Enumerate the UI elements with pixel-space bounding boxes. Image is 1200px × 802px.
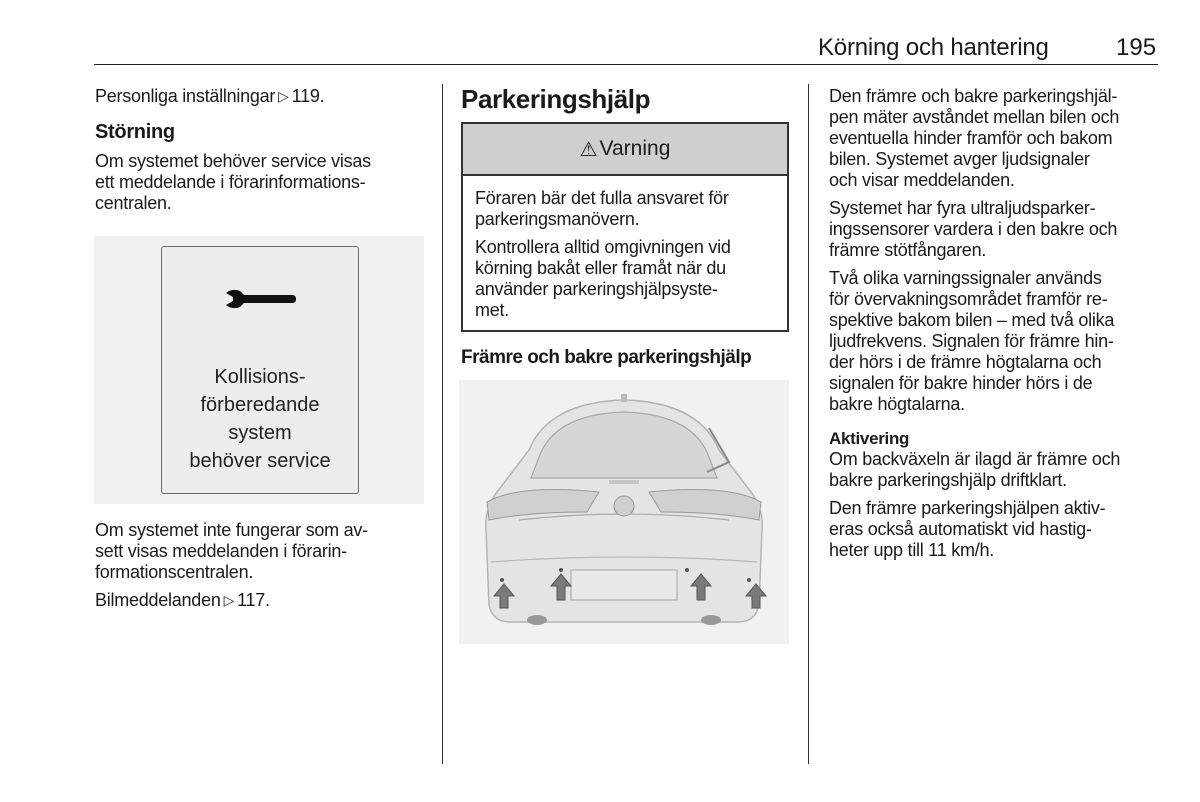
page-number: 195 (1116, 34, 1157, 61)
page-reference-arrow-icon: ▷ (278, 88, 289, 104)
column-1-lower (95, 520, 420, 611)
warning-header (463, 124, 787, 176)
column-2 (461, 84, 791, 114)
warning-triangle-icon: ⚠ (579, 138, 598, 161)
page-reference-arrow-icon: ▷ (223, 592, 235, 608)
column-3 (829, 86, 1159, 561)
display-message: Kollisions- förberedande system behöver service (189, 366, 331, 472)
malfunction-paragraph: Om systemet inte fungerar som av- sett visas meddelanden i förarin- formationscentralen. (95, 520, 368, 582)
subheading-front-rear-parking: Främre och bakre parkeringshjälp (461, 347, 752, 368)
car-sensors-figure (459, 380, 789, 644)
service-message-paragraph: Om systemet behöver service visas ett meddelande i förarinformations- centralen. (95, 151, 371, 213)
warning-body (463, 176, 787, 321)
section-title-parkeringshjalp: Parkeringshjälp (461, 84, 651, 114)
header-divider (94, 64, 1158, 65)
activation-paragraph: Om backväxeln är ilagd är främre och bakre parkeringshjälp driftklart. (829, 449, 1121, 490)
subheading-aktivering: Aktivering (829, 429, 910, 448)
warning-paragraph-1: Föraren bär det fulla ansvaret för parkeringsmanövern. (475, 188, 729, 229)
column-1 (95, 86, 420, 214)
settings-reference[interactable]: Personliga inställningar ▷ 119. (95, 86, 325, 106)
info-display-illustration (161, 246, 359, 494)
car-rear-illustration (459, 380, 789, 644)
auto-activation-paragraph: Den främre parkeringshjälpen aktiv- eras också automatiskt vid hastig- heter upp till 11 km/h. (829, 498, 1106, 560)
warning-box (461, 122, 789, 332)
vehicle-messages-reference[interactable]: Bilmeddelanden ▷ 117. (95, 590, 270, 610)
warning-title: Varning (599, 137, 671, 160)
chapter-title: Körning och hantering (818, 34, 1049, 61)
sensors-paragraph: Systemet har fyra ultraljudsparker- ingssensorer vardera i den bakre och främre stötfångaren. (829, 198, 1118, 260)
column-divider-right (808, 84, 809, 764)
warning-paragraph-2: Kontrollera alltid omgivningen vid körning bakåt eller framåt när du använder parkeringshjälpsyste- met. (475, 237, 731, 320)
wrench-icon (222, 285, 298, 313)
system-description-paragraph: Den främre och bakre parkeringshjäl- pen mäter avståndet mellan bilen och eventuella hinder framför och bakom bilen. Systemet avger ljudsignaler och visar meddelanden. (829, 86, 1120, 190)
column-divider-left (442, 84, 443, 764)
section-heading-storning: Störning (95, 121, 175, 143)
warning-signals-paragraph: Två olika varningssignaler används för övervakningsområdet framför re- spektive bakom bilen – med två olika ljudfrekvens. Signalen för främre hin- der hörs i de främre högtalarna och signalen för bakre hinder hörs i de bakre högtalarna. (829, 268, 1115, 414)
